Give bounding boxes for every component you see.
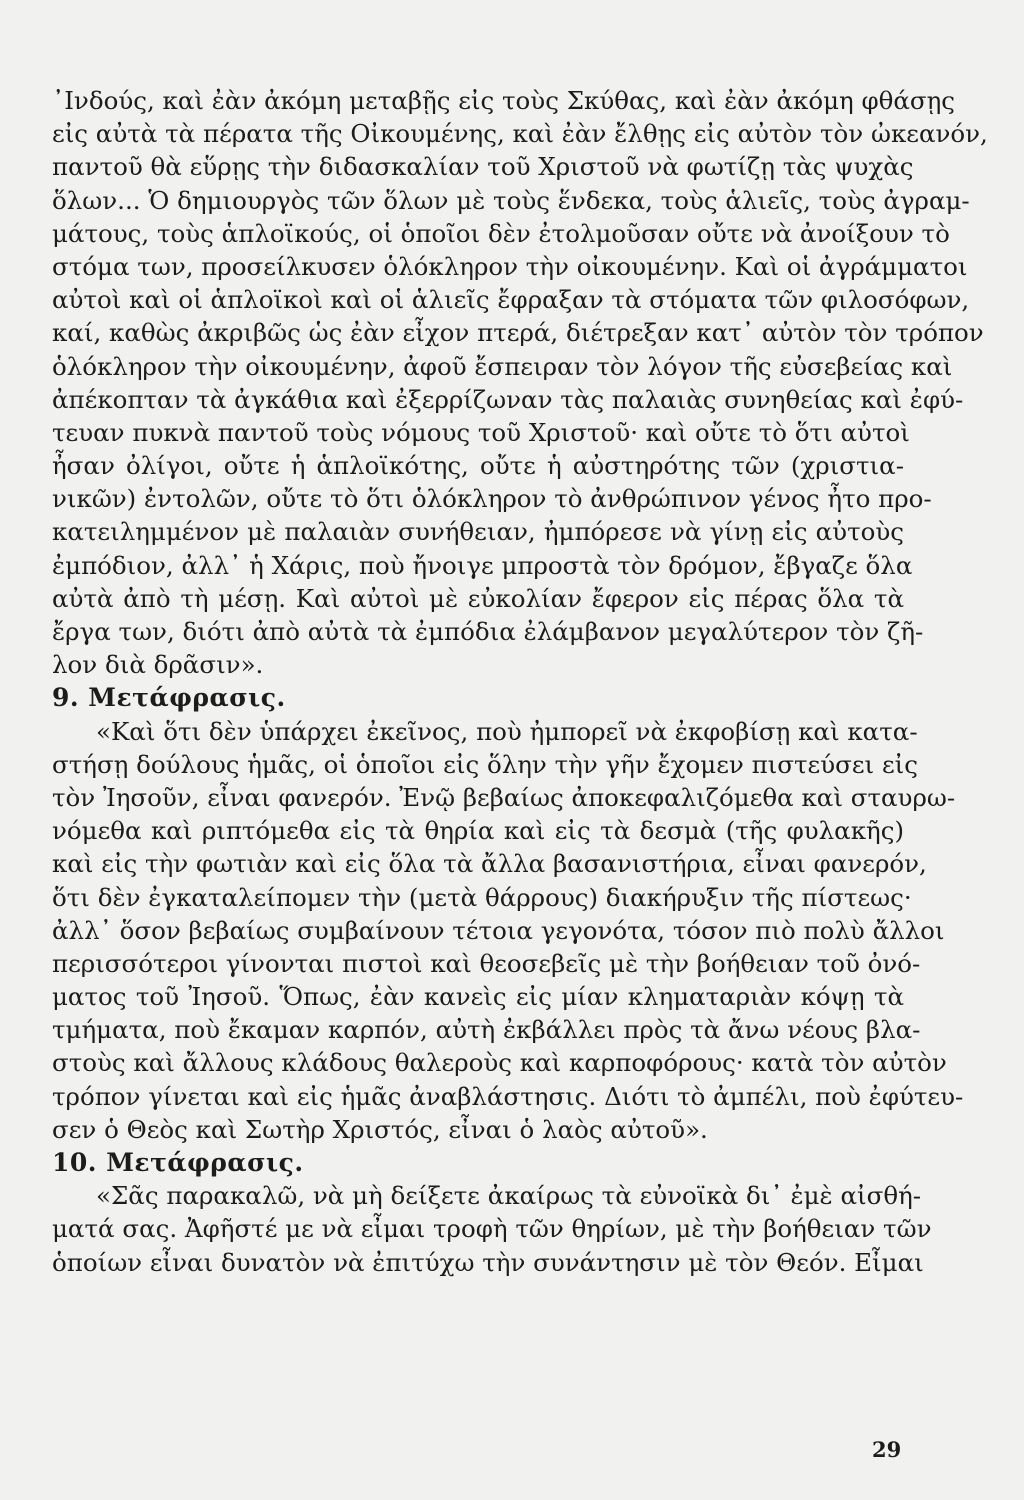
text-line: στοὺς καὶ ἄλλους κλάδους θαλεροὺς καὶ καρποφόρους· κατὰ τὸν αὐτὸν <box>52 1048 947 1078</box>
text-line: ἐμπόδιον, ἀλλ᾽ ἡ Χάρις, ποὺ ἤνοιγε μπροστὰ τὸν δρόμον, ἔβγαζε ὅλα <box>52 550 913 580</box>
text-line: ὅλων... Ὁ δημιουργὸς τῶν ὅλων μὲ τοὺς ἕνδεκα, τοὺς ἁλιεῖς, τοὺς ἀγραμ- <box>52 185 970 215</box>
text-line: νόμεθα καὶ ριπτόμεθα εἰς τὰ θηρία καὶ εἰς τὰ δεσμὰ (τῆς φυλακῆς) <box>52 816 904 846</box>
paragraph-translation-10 <box>52 1179 932 1279</box>
text-line: τρόπον γίνεται καὶ εἰς ἡμᾶς ἀναβλάστησις. Διότι τὸ ἀμπέλι, ποὺ ἐφύτευ- <box>52 1081 964 1111</box>
text-line: μάτους, τοὺς ἁπλοϊκούς, οἱ ὁποῖοι δὲν ἐτολμοῦσαν οὔτε νὰ ἀνοίξουν τὸ <box>52 218 950 248</box>
text-line: τευαν πυκνὰ παντοῦ τοὺς νόμους τοῦ Χριστοῦ· καὶ οὔτε τὸ ὅτι αὐτοὶ <box>52 417 910 447</box>
text-line: ματος τοῦ Ἰησοῦ. Ὅπως, ἐὰν κανεὶς εἰς μίαν κληματαριὰν κόψῃ τὰ <box>52 982 904 1012</box>
paragraph-translation-9 <box>52 715 964 1146</box>
text-line: ματά σας. Ἀφῆστέ με νὰ εἶμαι τροφὴ τῶν θηρίων, μὲ τὴν βοήθειαν τῶν <box>52 1214 932 1244</box>
text-line: ἀλλ᾽ ὅσον βεβαίως συμβαίνουν τέτοια γεγονότα, τόσον πιὸ πολὺ ἄλλοι <box>52 915 945 945</box>
page-text <box>52 84 988 1279</box>
text-line: σεν ὁ Θεὸς καὶ Σωτὴρ Χριστός, εἶναι ὁ λαὸς αὐτοῦ». <box>52 1114 708 1144</box>
text-line: στήσῃ δούλους ἡμᾶς, οἱ ὁποῖοι εἰς ὅλην τὴν γῆν ἔχομεν πιστεύσει εἰς <box>52 749 918 779</box>
text-line: «Σᾶς παρακαλῶ, νὰ μὴ δείξετε ἀκαίρως τὰ εὐνοϊκὰ δι᾽ ἐμὲ αἰσθή- <box>96 1181 922 1211</box>
text-line: ὅτι δὲν ἐγκαταλείπομεν τὴν (μετὰ θάρρους) διακήρυξιν τῆς πίστεως· <box>52 882 912 912</box>
text-line: τὸν Ἰησοῦν, εἶναι φανερόν. Ἐνῷ βεβαίως ἀποκεφαλιζόμεθα καὶ σταυρω- <box>52 782 956 812</box>
text-line: λον διὰ δρᾶσιν». <box>52 650 264 680</box>
text-line: ἦσαν ὀλίγοι, οὔτε ἡ ἁπλοϊκότης, οὔτε ἡ αὐστηρότης τῶν (χριστια- <box>52 451 904 481</box>
text-line: καί, καθὼς ἀκριβῶς ὡς ἐὰν εἶχον πτερά, διέτρεξαν κατ᾽ αὐτὸν τὸν τρόπον <box>52 318 984 348</box>
text-line: αὐτοὶ καὶ οἱ ἁπλοϊκοὶ καὶ οἱ ἁλιεῖς ἔφραξαν τὰ στόματα τῶν φιλοσόφων, <box>52 285 970 315</box>
section-heading-10: 10. Μετάφρασις. <box>52 1148 304 1177</box>
text-line: κατειλημμένον μὲ παλαιὰν συνήθειαν, ἠμπόρεσε νὰ γίνῃ εἰς αὐτοὺς <box>52 517 904 547</box>
text-line: αὐτὰ ἀπὸ τὴ μέσῃ. Καὶ αὐτοὶ μὲ εὐκολίαν ἔφερον εἰς πέρας ὅλα τὰ <box>52 583 904 613</box>
text-line: νικῶν) ἐντολῶν, οὔτε τὸ ὅτι ὁλόκληρον τὸ ἀνθρώπινον γένος ἦτο προ- <box>52 484 932 514</box>
text-line: εἰς αὐτὰ τὰ πέρατα τῆς Οἰκουμένης, καὶ ἐὰν ἔλθῃς εἰς αὐτὸν τὸν ὠκεανόν, <box>52 119 988 149</box>
text-line: ἀπέκοπταν τὰ ἀγκάθια καὶ ἐξερρίζωναν τὰς παλαιὰς συνηθείας καὶ ἐφύ- <box>52 384 964 414</box>
text-line: καὶ εἰς τὴν φωτιὰν καὶ εἰς ὅλα τὰ ἄλλα βασανιστήρια, εἶναι φανερόν, <box>52 849 927 879</box>
paragraph-continuation <box>52 84 988 681</box>
section-heading-9: 9. Μετάφρασις. <box>52 683 286 713</box>
text-line: παντοῦ θὰ εὕρῃς τὴν διδασκαλίαν τοῦ Χριστοῦ νὰ φωτίζῃ τὰς ψυχὰς <box>52 152 914 182</box>
text-line: ὁποίων εἶναι δυνατὸν νὰ ἐπιτύχω τὴν συνάντησιν μὲ τὸν Θεόν. Εἶμαι <box>52 1247 924 1277</box>
text-line: ὁλόκληρον τὴν οἰκουμένην, ἀφοῦ ἔσπειραν τὸν λόγον τῆς εὐσεβείας καὶ <box>52 351 953 381</box>
text-line: «Καὶ ὅτι δὲν ὑπάρχει ἐκεῖνος, ποὺ ἠμπορεῖ νὰ ἐκφοβίσῃ καὶ κατα- <box>96 716 918 746</box>
text-line: περισσότεροι γίνονται πιστοὶ καὶ θεοσεβεῖς μὲ τὴν βοήθειαν τοῦ ὀνό- <box>52 948 921 978</box>
text-line: ᾽Ινδούς, καὶ ἐὰν ἀκόμη μεταβῇς εἰς τοὺς Σκύθας, καὶ ἐὰν ἀκόμη φθάσῃς <box>52 86 956 115</box>
text-line: ἔργα των, διότι ἀπὸ αὐτὰ τὰ ἐμπόδια ἐλάμβανον μεγαλύτερον τὸν ζῆ- <box>52 617 924 646</box>
text-line: στόμα των, προσείλκυσεν ὁλόκληρον τὴν οἰκουμένην. Καὶ οἱ ἀγράμματοι <box>52 251 968 281</box>
page-number: 29 <box>872 1437 902 1462</box>
text-line: τμήματα, ποὺ ἔκαμαν καρπόν, αὐτὴ ἐκβάλλει πρὸς τὰ ἄνω νέους βλα- <box>52 1015 921 1045</box>
